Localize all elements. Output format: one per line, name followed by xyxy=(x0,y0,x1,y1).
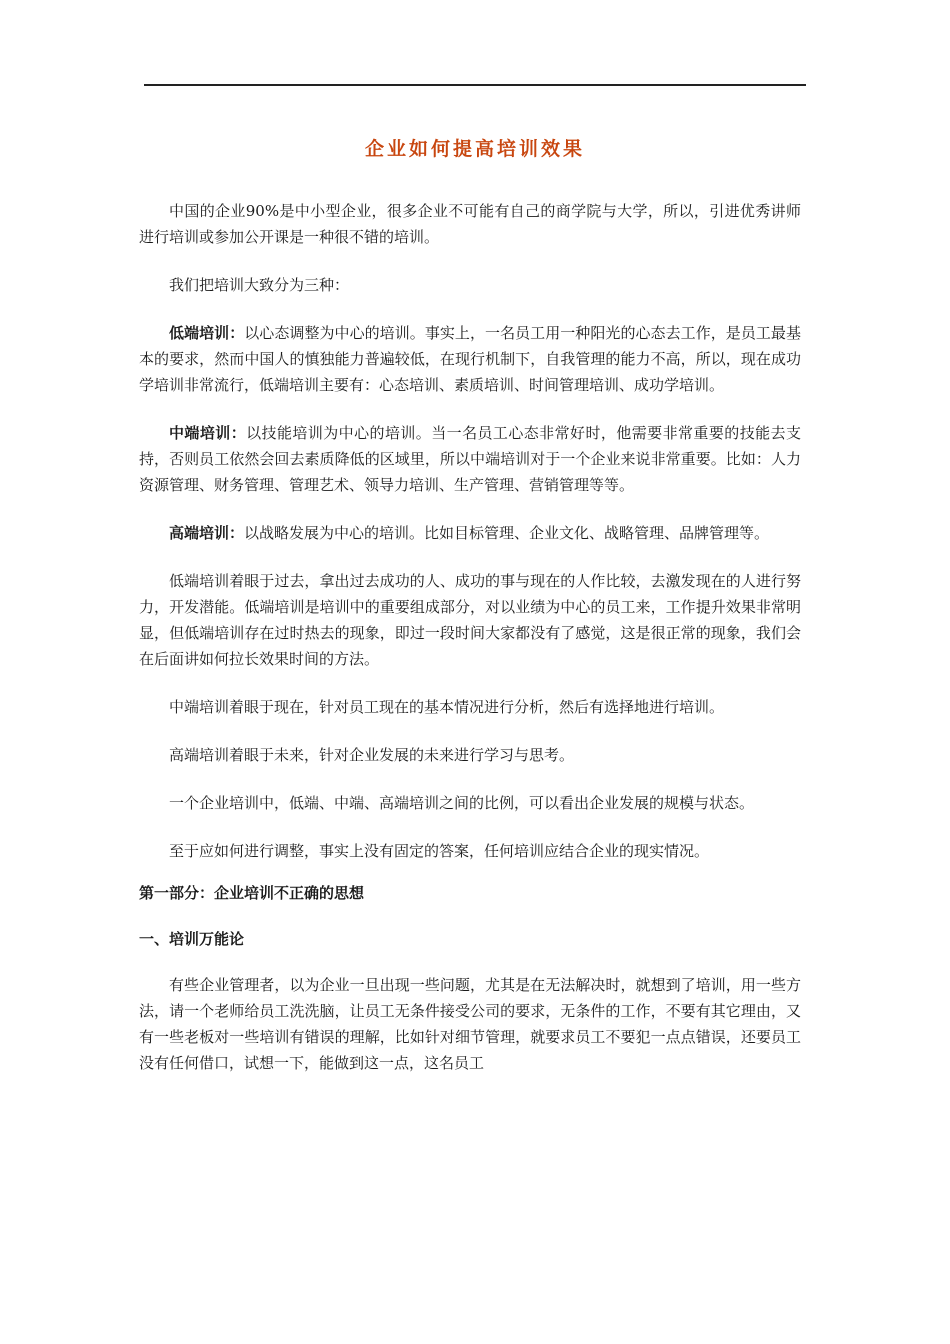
low-end-text: 以心态调整为中心的培训。事实上，一名员工用一种阳光的心态去工作，是员工最基本的要求，然而中国人的慎独能力普遍较低，在现行机制下，自我管理的能力不高，所以，现在成功学培训非常流行，低端培训主要有：心态培训、素质培训、时间管理培训、成功学培训。 xyxy=(139,324,801,394)
section1-paragraph: 有些企业管理者，以为企业一旦出现一些问题，尤其是在无法解决时，就想到了培训，用一些方法，请一个老师给员工洗洗脑，让员工无条件接受公司的要求，无条件的工作，不要有其它理由，又有一些老板对一些培训有错误的理解，比如针对细节管理，就要求员工不要犯一点点错误，还要员工没有任何借口，试想一下，能做到这一点，这名员工 xyxy=(139,976,801,1072)
adjust-paragraph: 至于应如何进行调整，事实上没有固定的答案，任何培训应结合企业的现实情况。 xyxy=(169,842,710,860)
mid-focus-paragraph: 中端培训着眼于现在，针对员工现在的基本情况进行分析，然后有选择地进行培训。 xyxy=(169,698,725,716)
high-end-label: 高端培训： xyxy=(169,524,245,542)
high-focus-paragraph: 高端培训着眼于未来，针对企业发展的未来进行学习与思考。 xyxy=(169,746,575,764)
three-kinds-paragraph: 我们把培训大致分为三种： xyxy=(169,276,350,294)
high-end-paragraph xyxy=(139,520,801,546)
low-focus-paragraph: 低端培训着眼于过去，拿出过去成功的人、成功的事与现在的人作比较，去激发现在的人进行努力，开发潜能。低端培训是培训中的重要组成部分，对以业绩为中心的员工来，工作提升效果非常明显，但低端培训存在过时热去的现象，即过一段时间大家都没有了感觉，这是很正常的现象，我们会在后面讲如何拉长效果时间的方法。 xyxy=(139,572,801,668)
document-title: 企业如何提高培训效果 xyxy=(364,138,585,160)
mid-end-paragraph xyxy=(139,420,801,498)
high-end-text: 以战略发展为中心的培训。比如目标管理、企业文化、战略管理、品牌管理等。 xyxy=(244,524,770,542)
header-rule xyxy=(144,84,806,86)
mid-end-label: 中端培训： xyxy=(169,424,247,442)
intro-paragraph: 中国的企业90%是中小型企业，很多企业不可能有自己的商学院与大学，所以，引进优秀讲师进行培训或参加公开课是一种很不错的培训。 xyxy=(139,202,801,246)
document-body xyxy=(139,198,801,1098)
low-end-paragraph xyxy=(139,320,801,398)
part1-heading: 第一部分：企业培训不正确的思想 xyxy=(139,884,365,902)
ratio-paragraph: 一个企业培训中，低端、中端、高端培训之间的比例，可以看出企业发展的规模与状态。 xyxy=(169,794,755,812)
mid-end-text: 以技能培训为中心的培训。当一名员工心态非常好时，他需要非常重要的技能去支持，否则员工依然会回去素质降低的区域里，所以中端培训对于一个企业来说非常重要。比如：人力资源管理、财务管理、管理艺术、领导力培训、生产管理、营销管理等等。 xyxy=(139,424,801,494)
low-end-label: 低端培训： xyxy=(169,324,245,342)
section1-heading: 一、培训万能论 xyxy=(139,930,245,948)
